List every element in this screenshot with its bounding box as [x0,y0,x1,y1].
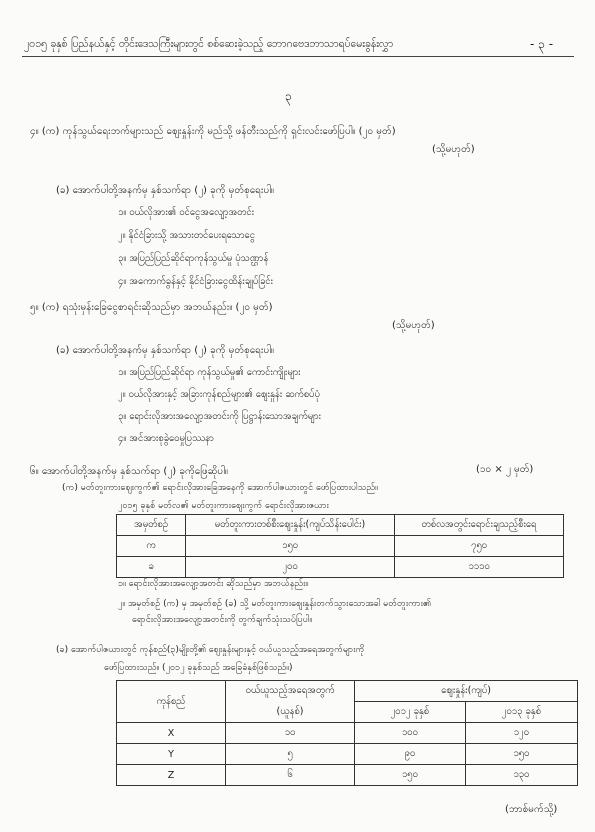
table-cell: ခ [117,557,186,578]
price-quantity-table [116,680,578,786]
q5-part-b: (ခ) အောက်ပါတို့အနက်မှ နှစ်သက်ရာ (၂) ခုကို မှတ်စုရေးပါ။ [56,345,274,356]
q5-item-2: ၂။ ဝယ်လိုအားနှင့် အခြားကုန်စည်များ၏ ဈေးနှုန်း ဆက်စပ်ပုံ [118,389,320,400]
q4-part-a: ၄။ (က) ကုန်သွယ်ရေးဘက်များသည် ဈေးနှုန်းကို မည်သို့ ဖန်တီးသည်ကို ရှင်းလင်းဖော်ပြပါ။ (၂၀ မှတ်) [30,126,396,137]
table-header-cell: မတ်တူးကားတစ်စီးဈေးနှုန်း(ကျပ်သိန်းပေါင်း) [186,515,395,536]
q6-a-question-2-cont: ရောင်းလိုအားအလျော့အတင်းကို တွက်ချက်သုံးသပ်ပြပါ။ [132,615,313,625]
table-header-cell: ၂၀၁၂ ခုနှစ် [355,702,466,723]
table-cell: ၁၅၀ [465,744,577,765]
q6-a-question-1: ၁။ ရောင်းလိုအားအလျော့အတင်း ဆိုသည်မှာ အဘယ်နည်း။ [118,579,309,589]
header-rule [22,56,574,57]
section-number: ၃ [285,89,292,103]
table-header-cell: (ယူနစ်) [226,702,355,723]
q5-item-4: ၄။ အင်အားစုခွဲဝေမှုပြဿနာ [118,433,214,444]
table-cell: ၉၀ [355,744,466,765]
q5-or: (သို့မဟုတ်) [392,320,435,331]
table-cell: ၁၀ [226,723,355,744]
table-cell: ၁၅၀ [355,765,466,786]
table-row [117,723,578,744]
table-cell: ၅ [226,744,355,765]
q5-part-a: ၅။ (က) ရသုံးမှန်းခြေငွေစာရင်းဆိုသည်မှာ အဘယ်နည်း။ (၂၀ မှတ်) [30,302,273,313]
table-header-cell: ဈေးနှုန်း(ကျပ်) [355,681,578,702]
q6-marks: (၁၀ × ၂ မှတ်) [476,464,534,475]
table-cell: ၁၁၁၀ [395,557,564,578]
table-header-row [117,515,564,536]
q5-item-3: ၃။ ရောင်းလိုအားအလျော့အတင်းကို ပြဋ္ဌာန်းသောအချက်များ [118,411,321,422]
q6-part-b: (ခ) အောက်ပါဇယားတွင် ကုန်စည်(၃)မျိုးတို့၏ ဈေးနှုန်းများနှင့် ဝယ်ယူသည့်အရေအတွက်များကို [56,645,365,655]
table-header-cell: ဝယ်ယူသည့်အရေအတွက် [226,681,355,702]
q6-part-b-cont: ဖော်ပြထားသည်။ (၂၀၁၂ ခုနှစ်သည် အခြေခံနှစ်ဖြစ်သည်။) [104,663,293,673]
table-cell: ၁၃၀ [465,765,577,786]
q6-a-question-2: ၂။ အမှတ်စဉ် (က) မှ အမှတ်စဉ် (ခ) သို့ မတ်တူးကားဈေးနှုန်းတက်သွားသောအခါ မတ်တူးကား၏ [118,599,431,609]
table-cell: ၁၅၀ [186,536,395,557]
q6-intro: ၆။ အောက်ပါတို့အနက်မှ နှစ်သက်ရာ (၂) ခုကိုဖြေဆိုပါ။ [30,466,228,477]
table-header-cell: အမှတ်စဉ် [117,515,186,536]
supply-table [116,514,564,578]
table-header-cell: ၂၀၁၃ ခုနှစ် [465,702,577,723]
table-cell: ၇၅၀ [395,536,564,557]
table-cell: ၁၂၀ [465,723,577,744]
table-header-row [117,681,578,702]
page-number: - ၃ - [530,37,554,51]
table-row [117,765,578,786]
q5-item-1: ၁။ အပြည်ပြည်ဆိုင်ရာ ကုန်သွယ်မှု၏ ကောင်းကျိုးများ [118,367,301,378]
table-cell: ၆ [226,765,355,786]
table-cell: Y [117,744,226,765]
continue-note: (ဘာစ်မက်သို့) [505,804,558,815]
q6-part-a: (က) မတ်တူးကားဈေးကွက်၏ ရောင်းလိုအားခြေအနေကို အောက်ပါဇယားတွင် ဖော်ပြထားပါသည်။ [62,483,378,493]
table1-title: ၂၀၁၅ ခုနှစ် မတ်လ၏ မတ်တူးကားဈေးကွက် ရောင်းလိုအားဇယား [118,501,329,511]
table-header-cell: ကုန်စည် [117,681,226,723]
q4-or: (သို့မဟုတ်) [432,144,475,155]
table-cell: ၁၀၀ [355,723,466,744]
q4-item-1: ၁။ ဝယ်လိုအား၏ ဝင်ငွေအလျော့အတင်း [118,207,255,218]
q4-part-b: (ခ) အောက်ပါတို့အနက်မှ နှစ်သက်ရာ (၂) ခုကို မှတ်စုရေးပါ။ [56,185,274,196]
q4-item-4: ၄။ အကောက်ခွန်နှင့် နိုင်ငံခြားငွေထိန်းချုပ်ခြင်း [118,276,273,287]
exam-header: ၂၀၁၅ ခုနှစ် ပြည်နယ်နှင့် တိုင်းဒေသကြီးများတွင် စစ်ဆေးခဲ့သည့် ဘောဂဗေဒဘာသာရပ်မေးခွန်းလွှာ [24,38,394,50]
table-row [117,557,564,578]
table-cell: X [117,723,226,744]
q4-item-3: ၃။ အပြည်ပြည်ဆိုင်ရာကုန်သွယ်မှု ပုံသဏ္ဌာန် [118,253,269,264]
table-header-cell: တစ်လအတွင်းရောင်းချသည့်စီးရေ [395,515,564,536]
table-row [117,744,578,765]
table-row [117,536,564,557]
table-cell: က [117,536,186,557]
table-cell: Z [117,765,226,786]
q4-item-2: ၂။ နိုင်ငံခြားသို့ အသားတင်ပေးရသောငွေ [118,230,255,241]
table-cell: ၂၀၀ [186,557,395,578]
